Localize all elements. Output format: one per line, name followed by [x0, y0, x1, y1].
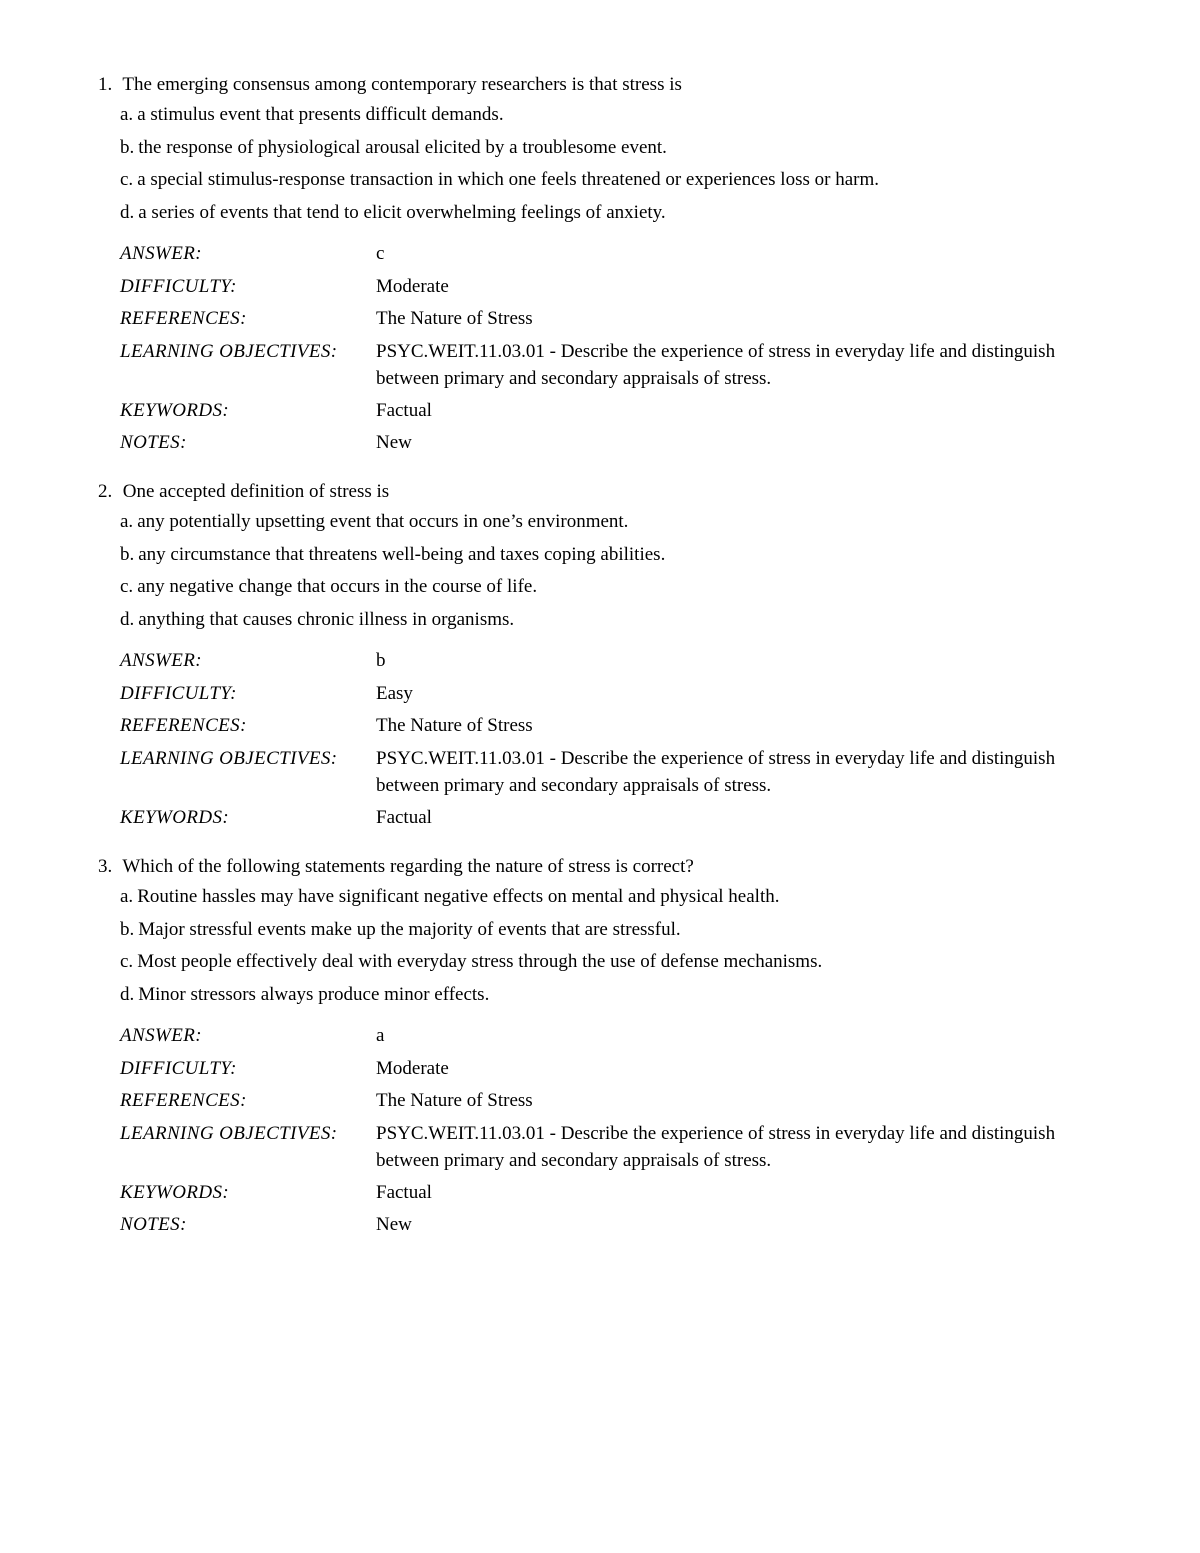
references-row [120, 1087, 1098, 1120]
answer-value: b [376, 650, 386, 671]
question-stem [98, 481, 1098, 503]
objectives-row [120, 1120, 1098, 1179]
question-3 [98, 856, 1098, 1244]
references-value: The Nature of Stress [376, 308, 533, 329]
references-value: The Nature of Stress [376, 1090, 533, 1111]
option-letter: d. [120, 201, 135, 223]
objectives-label: LEARNING OBJECTIVES: [120, 1122, 338, 1144]
option-text: Routine hassles may have significant negative effects on mental and physical health. [137, 886, 780, 907]
objectives-label: LEARNING OBJECTIVES: [120, 747, 338, 769]
option-text: a special stimulus-response transaction in which one feels threatened or experiences loss or harm. [137, 169, 879, 190]
answer-value: c [376, 243, 385, 264]
answer-label: ANSWER: [120, 1025, 202, 1046]
option-c [120, 568, 1098, 601]
question-number: 2. [98, 481, 113, 502]
notes-label: NOTES: [120, 432, 187, 453]
objectives-label: LEARNING OBJECTIVES: [120, 340, 338, 362]
option-letter: a. [120, 511, 134, 532]
option-d [120, 601, 1098, 634]
notes-value: New [376, 1214, 412, 1235]
question-stem [98, 74, 1098, 96]
objectives-value: PSYC.WEIT.11.03.01 - Describe the experience of stress in everyday life and distinguish between primary and secondary appraisals of stress. [376, 340, 1056, 389]
objectives-value: PSYC.WEIT.11.03.01 - Describe the experience of stress in everyday life and distinguish between primary and secondary appraisals of stress. [376, 747, 1056, 796]
option-d [120, 976, 1098, 1009]
answer-row [120, 647, 1098, 680]
answer-row [120, 240, 1098, 273]
keywords-label: KEYWORDS: [120, 399, 230, 421]
question-2 [98, 481, 1098, 836]
option-letter: d. [120, 983, 135, 1005]
option-text: the response of physiological arousal elicited by a troublesome event. [138, 136, 667, 158]
notes-row [120, 1211, 1098, 1244]
option-letter: c. [120, 951, 134, 972]
difficulty-row [120, 680, 1098, 713]
difficulty-value: Moderate [376, 275, 449, 297]
option-letter: d. [120, 608, 135, 630]
difficulty-label: DIFFICULTY: [120, 682, 237, 704]
question-1 [98, 74, 1098, 462]
question-metadata [120, 240, 1098, 462]
option-text: anything that causes chronic illness in organisms. [138, 608, 515, 630]
keywords-value: Factual [376, 399, 432, 421]
answer-options [120, 878, 1098, 1008]
answer-label: ANSWER: [120, 243, 202, 264]
option-text: a series of events that tend to elicit overwhelming feelings of anxiety. [138, 201, 666, 223]
notes-label: NOTES: [120, 1214, 187, 1235]
option-c [120, 943, 1098, 976]
option-text: Major stressful events make up the majority of events that are stressful. [138, 918, 681, 940]
option-letter: a. [120, 104, 134, 125]
difficulty-value: Easy [376, 682, 413, 704]
notes-row [120, 429, 1098, 462]
answer-row [120, 1022, 1098, 1055]
difficulty-label: DIFFICULTY: [120, 1057, 237, 1079]
option-text: any circumstance that threatens well-being and taxes coping abilities. [138, 543, 666, 565]
notes-value: New [376, 432, 412, 453]
keywords-row [120, 804, 1098, 837]
difficulty-row [120, 1055, 1098, 1088]
question-text: Which of the following statements regarding the nature of stress is correct? [122, 856, 694, 877]
option-a [120, 878, 1098, 911]
answer-value: a [376, 1025, 385, 1046]
references-label: REFERENCES: [120, 308, 247, 329]
objectives-row [120, 745, 1098, 804]
option-b [120, 129, 1098, 162]
references-value: The Nature of Stress [376, 715, 533, 736]
option-letter: b. [120, 543, 135, 565]
option-c [120, 161, 1098, 194]
question-stem [98, 856, 1098, 878]
answer-options [120, 96, 1098, 226]
option-letter: c. [120, 576, 134, 597]
option-b [120, 536, 1098, 569]
answer-options [120, 503, 1098, 633]
option-a [120, 503, 1098, 536]
option-letter: c. [120, 169, 134, 190]
option-a [120, 96, 1098, 129]
option-letter: b. [120, 918, 135, 940]
keywords-label: KEYWORDS: [120, 806, 230, 828]
question-text: The emerging consensus among contemporary researchers is that stress is [122, 74, 682, 95]
question-text: One accepted definition of stress is [122, 481, 390, 502]
option-letter: a. [120, 886, 134, 907]
references-label: REFERENCES: [120, 1090, 247, 1111]
keywords-row [120, 397, 1098, 430]
option-text: a stimulus event that presents difficult demands. [137, 104, 504, 125]
option-b [120, 911, 1098, 944]
references-row [120, 305, 1098, 338]
objectives-value: PSYC.WEIT.11.03.01 - Describe the experience of stress in everyday life and distinguish between primary and secondary appraisals of stress. [376, 1122, 1056, 1171]
question-metadata [120, 1022, 1098, 1244]
question-number: 1. [98, 74, 113, 95]
option-d [120, 194, 1098, 227]
keywords-label: KEYWORDS: [120, 1181, 230, 1203]
question-metadata [120, 647, 1098, 836]
answer-label: ANSWER: [120, 650, 202, 671]
difficulty-value: Moderate [376, 1057, 449, 1079]
option-text: any negative change that occurs in the course of life. [137, 576, 538, 597]
difficulty-row [120, 273, 1098, 306]
difficulty-label: DIFFICULTY: [120, 275, 237, 297]
references-row [120, 712, 1098, 745]
option-text: Minor stressors always produce minor effects. [138, 983, 490, 1005]
objectives-row [120, 338, 1098, 397]
keywords-value: Factual [376, 1181, 432, 1203]
keywords-value: Factual [376, 806, 432, 828]
references-label: REFERENCES: [120, 715, 247, 736]
keywords-row [120, 1179, 1098, 1212]
option-text: any potentially upsetting event that occurs in one’s environment. [137, 511, 629, 532]
question-number: 3. [98, 856, 113, 877]
option-letter: b. [120, 136, 135, 158]
option-text: Most people effectively deal with everyday stress through the use of defense mechanisms. [137, 951, 823, 972]
